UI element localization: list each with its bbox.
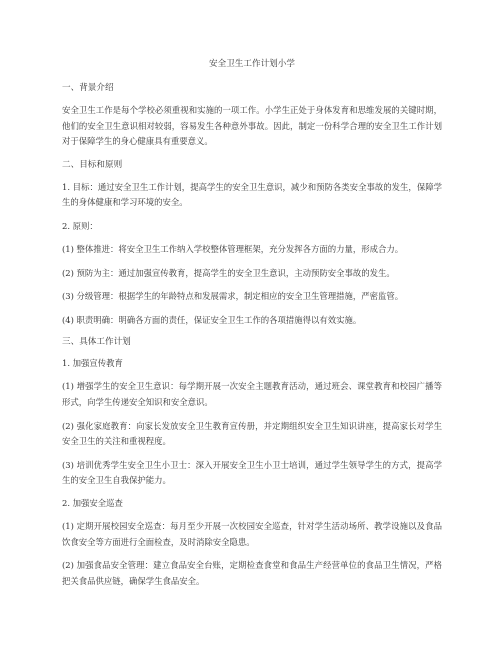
- plan-part-heading: 2. 加强安全巡查: [62, 497, 123, 508]
- plan-item: (2) 强化家庭教育：向家长发放安全卫生教育宣传册，并定期组织安全卫生知识讲座，提高家长对学生安全卫生的关注和重视程度。: [62, 420, 442, 447]
- principle-heading: 2. 原则：: [62, 220, 98, 231]
- principle-item: (2) 预防为主：通过加强宣传教育，提高学生的安全卫生意识，主动预防安全事故的发生。: [62, 267, 395, 278]
- section-heading-goals: 二、目标和原则: [62, 159, 123, 170]
- plan-item: (3) 培训优秀学生安全卫生小卫士：深入开展安全卫生小卫士培训，通过学生领导学生的方式，提高学生的安全卫生自我保护能力。: [62, 459, 442, 486]
- plan-part-heading: 1. 加强宣传教育: [62, 358, 123, 369]
- plan-item: (1) 增强学生的安全卫生意识：每学期开展一次安全主题教育活动，通过班会、课堂教育和校园广播等形式，向学生传递安全知识和安全意识。: [62, 381, 442, 407]
- background-paragraph: 安全卫生工作是每个学校必须重视和实施的一项工作。小学生正处于身体发育和思维发展的关键时期，他们的安全卫生意识相对较弱，容易发生各种意外事故。因此，制定一份科学合理的安全卫生工作计划对于保障学生的身心健康具有重要意义。: [62, 105, 442, 147]
- section-heading-background: 一、背景介绍: [62, 83, 114, 93]
- principle-item: (1) 整体推进：将安全卫生工作纳入学校整体管理框架，充分发挥各方面的力量，形成合力。: [62, 243, 404, 254]
- goal-paragraph: 1. 目标：通过安全卫生工作计划，提高学生的安全卫生意识，减少和预防各类安全事故的发生，保障学生的身体健康和学习环境的安全。: [62, 181, 442, 208]
- section-heading-plan: 三、具体工作计划: [62, 337, 131, 348]
- principle-item: (4) 职责明确：明确各方面的责任，保证安全卫生工作的各项措施得以有效实施。: [62, 314, 362, 325]
- document-title: 安全卫生工作计划小学: [209, 59, 295, 69]
- principle-item: (3) 分级管理：根据学生的年龄特点和发展需求，制定相应的安全卫生管理措施，严密监管。: [62, 291, 404, 302]
- plan-item: (2) 加强食品安全管理：建立食品安全台账，定期检查食堂和食品生产经营单位的食品卫生情况，严格把关食品供应链，确保学生食品安全。: [62, 560, 442, 586]
- plan-item: (1) 定期开展校园安全巡查：每月至少开展一次校园安全巡查，针对学生活动场所、教学设施以及食品饮食安全等方面进行全面检查，及时消除安全隐患。: [62, 520, 442, 547]
